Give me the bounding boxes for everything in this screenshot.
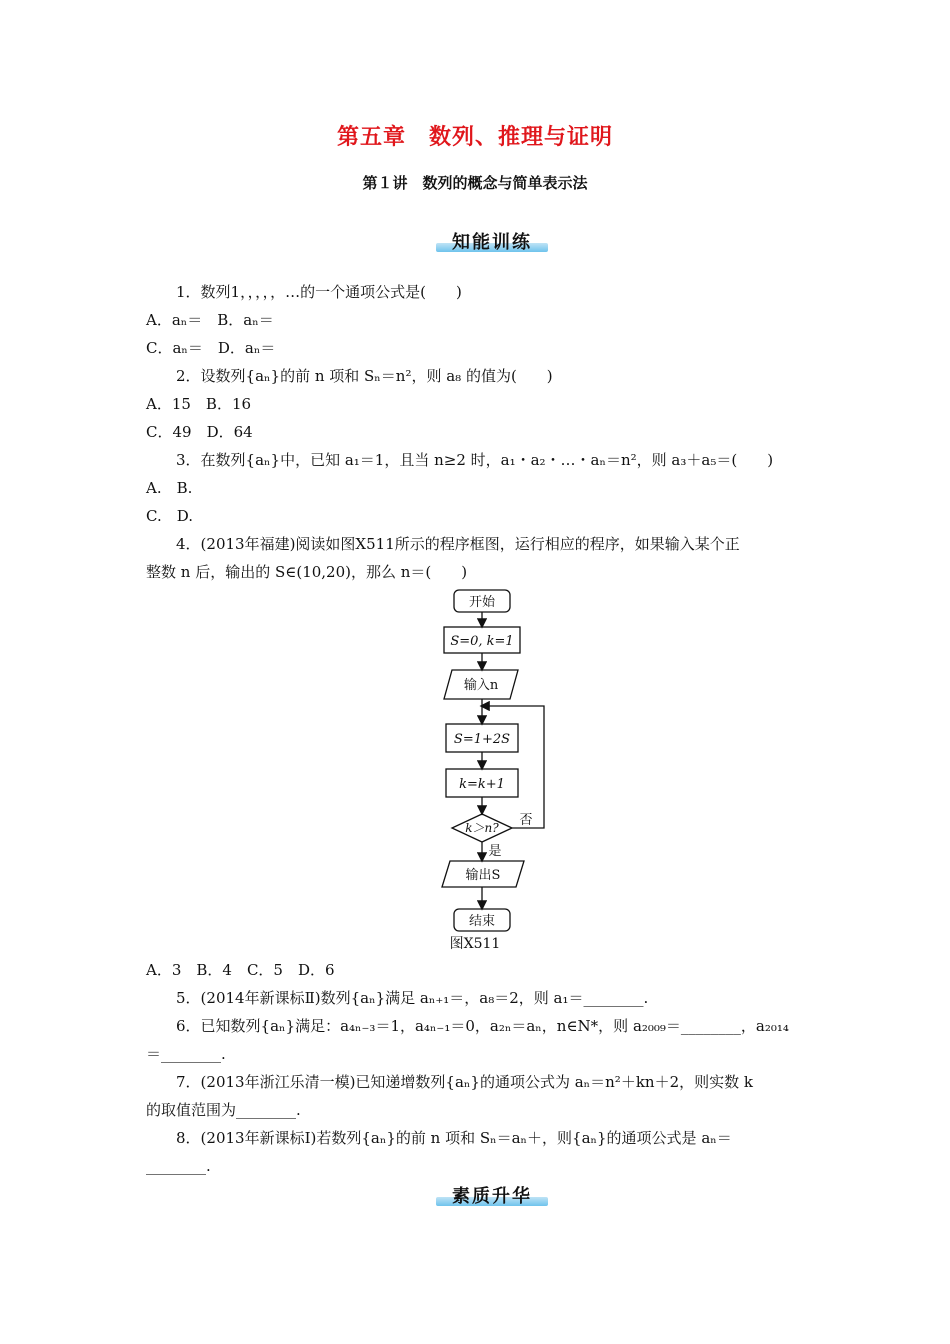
- flow-init-label: S=0, k=1: [450, 634, 514, 649]
- question-2-options-cd: C．49 D．64: [146, 423, 253, 441]
- question-1-options-ab: A．aₙ＝ B．aₙ＝: [146, 311, 274, 329]
- question-6-line-2: ＝________.: [146, 1045, 226, 1063]
- banner-label: 素质升华: [452, 1186, 532, 1207]
- question-1: 1．数列1，，，，，…的一个通项公式是( ): [176, 283, 462, 301]
- flowchart-x511: [430, 585, 570, 935]
- question-3-options-cd: C. D.: [146, 507, 193, 525]
- lesson-title: 第１讲 数列的概念与简单表示法: [362, 174, 588, 192]
- section-banner-training: [436, 230, 548, 252]
- flow-output-label: 输出S: [465, 868, 501, 883]
- question-2: 2．设数列{aₙ}的前 n 项和 Sₙ＝n²，则 a₈ 的值为( ): [176, 367, 553, 385]
- question-1-options-cd: C．aₙ＝ D．aₙ＝: [146, 339, 276, 357]
- question-2-options-ab: A．15 B．16: [146, 395, 252, 413]
- flow-no-label: 否: [519, 813, 533, 828]
- question-7-line-2: 的取值范围为________.: [146, 1101, 301, 1119]
- flow-update-k-label: k=k+1: [459, 777, 505, 792]
- question-6-line-1: 6．已知数列{aₙ}满足：a₄ₙ₋₃＝1，a₄ₙ₋₁＝0，a₂ₙ＝aₙ，n∈N*，则 a₂₀₀₉＝________，a₂₀₁₄: [176, 1017, 789, 1035]
- question-7-line-1: 7．(2013年浙江乐清一模)已知递增数列{aₙ}的通项公式为 aₙ＝n²＋kn＋2，则实数 k: [176, 1073, 753, 1091]
- banner-label: 知能训练: [452, 232, 532, 253]
- question-4-line-2: 整数 n 后，输出的 S∈(10,20)，那么 n＝( ): [146, 563, 468, 581]
- question-8-line-2: ________.: [146, 1157, 211, 1175]
- chapter-title: 第五章 数列、推理与证明: [336, 124, 613, 150]
- flow-condition-label: k＞n?: [465, 821, 499, 835]
- flow-yes-label: 是: [488, 844, 502, 859]
- flow-end-label: 结束: [468, 914, 496, 929]
- question-4-line-1: 4．(2013年福建)阅读如图X511所示的程序框图，运行相应的程序，如果输入某个正: [176, 535, 740, 553]
- question-8-line-1: 8．(2013年新课标Ⅰ)若数列{aₙ}的前 n 项和 Sₙ＝aₙ＋，则{aₙ}的通项公式是 aₙ＝: [176, 1129, 732, 1147]
- section-banner-improvement: [436, 1184, 548, 1206]
- question-4-options: A．3 B．4 C．5 D．6: [146, 961, 335, 979]
- flow-start-label: 开始: [468, 595, 496, 610]
- question-3: 3．在数列{aₙ}中，已知 a₁＝1，且当 n≥2 时，a₁・a₂・…・aₙ＝n²，则 a₃＋a₅＝( ): [176, 451, 774, 469]
- figure-caption: 图X511: [449, 936, 501, 952]
- flow-input-label: 输入n: [463, 678, 499, 693]
- flow-update-s-label: S=1+2S: [453, 732, 511, 747]
- question-3-options-ab: A. B.: [146, 479, 193, 497]
- question-5: 5．(2014年新课标Ⅱ)数列{aₙ}满足 aₙ₊₁＝，a₈＝2，则 a₁＝________.: [176, 989, 649, 1007]
